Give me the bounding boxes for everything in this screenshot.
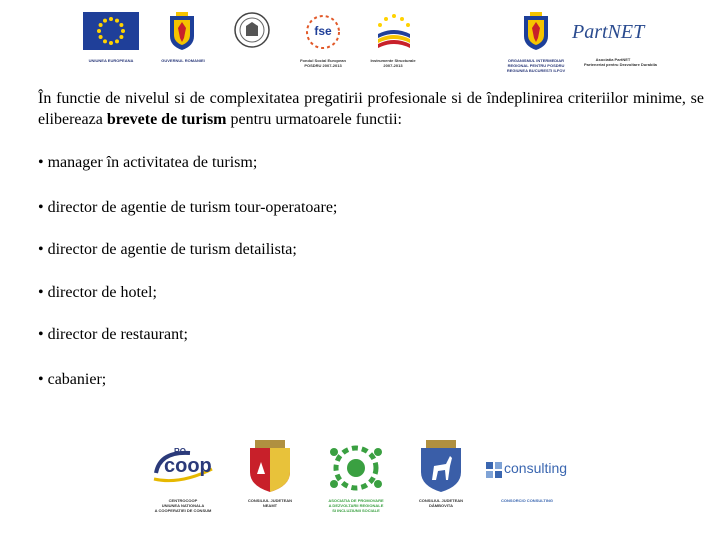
- list-item: • director de hotel;: [38, 284, 157, 301]
- list-item: • cabanier;: [38, 371, 107, 388]
- centrocoop-logo: [150, 445, 220, 487]
- instruments-icon: [372, 12, 416, 52]
- romania-coat-of-arms-logo: [166, 12, 198, 52]
- people-circle-icon: [320, 440, 392, 496]
- oir-coat-of-arms-logo: [520, 12, 552, 52]
- oir-caption-1: ORGANISMUL INTERMEDIAR: [507, 58, 565, 63]
- apdr-caption-2: A DEZVOLTARII REGIONALE: [328, 503, 384, 508]
- coat-of-arms-icon: [166, 12, 198, 52]
- government-caption: GUVERNUL ROMANIEI: [161, 58, 205, 63]
- dambovita-shield-icon: [418, 440, 464, 494]
- neamt-shield-icon: [247, 440, 293, 494]
- partnet-tag-1: Asociatia PartNET: [595, 57, 631, 62]
- neamt-caption-1: CONSILIUL JUDETEAN: [247, 498, 293, 503]
- apdr-caption-1: ASOCIATIA DE PROMOVARE: [328, 498, 384, 503]
- coop-caption-2: UNIUNEA NATIONALA: [161, 503, 205, 508]
- intro-text-end: pentru urmatoarele functii:: [226, 111, 402, 128]
- intro-paragraph: [38, 88, 704, 130]
- apdr-caption-3: SI INCLUZIUNII SOCIALE: [332, 508, 380, 513]
- oir-caption-2: REGIONAL PENTRU POSDRU: [507, 63, 565, 68]
- fse-logo: [302, 14, 344, 50]
- dambovita-caption-2: DÂMBOVITA: [429, 503, 453, 508]
- instruments-caption-1: Instrumente Structurale: [370, 58, 416, 63]
- coop-caption-1: CENTROCOOP: [168, 498, 198, 503]
- intro-bold-term: brevete de turism: [106, 111, 227, 128]
- oir-coat-of-arms-icon: [520, 12, 552, 52]
- consulting-logo: [486, 458, 570, 482]
- dambovita-caption-1: CONSILIUL JUDETEAN: [418, 498, 464, 503]
- apdr-logo: [320, 440, 392, 496]
- partnet-tag-2: Parteneriat pentru Dezvoltare Durabila: [584, 62, 657, 67]
- dambovita-coat-of-arms-logo: [418, 440, 464, 494]
- partnet-name: PartNET: [572, 21, 645, 43]
- intro-text-start: În functie de nivelul si de complexitatea pregatirii profesionale si de îndeplinirea criteriilor minime, se elibereaza: [38, 90, 704, 128]
- seal-logo: [234, 12, 270, 48]
- seal-icon: [234, 12, 270, 48]
- eu-flag-icon: [83, 12, 139, 50]
- eu-flag-logo: [83, 12, 139, 50]
- partnet-logo: [572, 20, 652, 44]
- eu-caption: UNIUNEA EUROPEANA: [88, 58, 134, 63]
- coop-caption-3: A COOPERATIEI DE CONSUM: [154, 508, 212, 513]
- list-item: • director de agentie de turism detailista;: [38, 241, 297, 258]
- consulting-caption: CONSORCIO CONSULTING: [501, 498, 553, 503]
- instruments-caption-2: 2007-2013: [383, 63, 403, 68]
- consulting-grid-icon: [486, 462, 502, 478]
- list-item: • manager în activitatea de turism;: [38, 154, 258, 171]
- fse-mark: fse: [314, 24, 332, 38]
- coop-mark-ro: RO: [174, 447, 186, 456]
- neamt-caption-2: NEAMT: [262, 503, 278, 508]
- neamt-coat-of-arms-logo: [247, 440, 293, 494]
- coop-mark-text: coop: [164, 455, 212, 477]
- structural-instruments-logo: [372, 12, 416, 52]
- fse-caption-1: Fondul Social European: [300, 58, 346, 63]
- list-item: • director de agentie de turism tour-operatoare;: [38, 199, 338, 216]
- list-item: • director de restaurant;: [38, 326, 188, 343]
- oir-caption-3: REGIUNEA BUCURESTI ILFOV: [506, 68, 566, 73]
- fse-caption-2: POSDRU 2007-2013: [304, 63, 342, 68]
- consulting-name: consulting: [504, 460, 568, 476]
